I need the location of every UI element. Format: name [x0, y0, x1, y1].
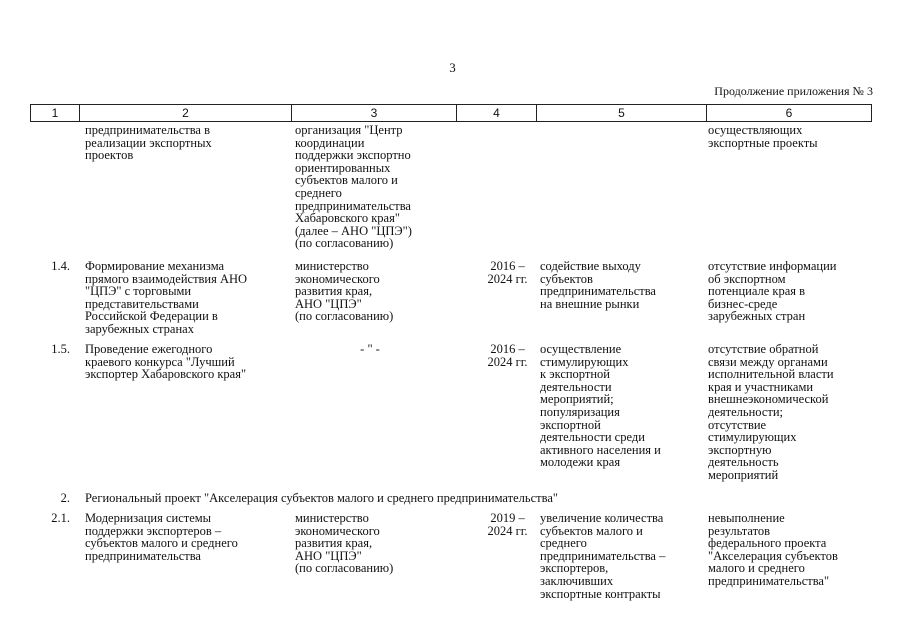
header-col-3: 3	[291, 105, 456, 121]
row-risk: невыполнение результатов федерального проекта "Акселерация субъектов малого и среднего предпринимательства"	[708, 511, 838, 588]
row-result: осуществление стимулирующих к экспортной деятельности мероприятий; популяризация экспортной деятельности среди активного населения и молодежи края	[540, 342, 661, 470]
row-executor: министерство экономического развития края, АНО "ЦПЭ" (по согласованию)	[295, 259, 394, 324]
row-executor: организация "Центр координации поддержки экспортно ориентированных субъектов малого и среднего предпринимательства Хабаровского края" (далее – АНО "ЦПЭ") (по согласованию)	[295, 123, 412, 251]
header-col-1: 1	[51, 106, 59, 120]
row-measure: предпринимательства в реализации экспортных проектов	[85, 123, 212, 163]
row-executor-ditto: - " -	[360, 342, 380, 356]
section-number: 2.	[60, 491, 70, 505]
header-col-2: 2	[79, 105, 291, 121]
row-risk: отсутствие обратной связи между органами исполнительной власти края и участниками внешнеэкономической деятельности; отсутствие стимулирующих экспортную деятельность мероприятий	[708, 342, 834, 482]
table-header	[30, 104, 872, 122]
row-risk: осуществляющих экспортные проекты	[708, 123, 818, 150]
row-measure: Модернизация системы поддержки экспортеров – субъектов малого и среднего предпринимательства	[85, 511, 238, 563]
row-period: 2016 – 2024 гг.	[487, 259, 528, 286]
row-measure: Проведение ежегодного краевого конкурса "Лучший экспортер Хабаровского края"	[85, 342, 247, 382]
row-risk: отсутствие информации об экспортном потенциале края в бизнес-среде зарубежных стран	[708, 259, 837, 324]
row-measure: Формирование механизма прямого взаимодействия АНО "ЦПЭ" с торговыми представительствами Российской Федерации в зарубежных странах	[85, 259, 248, 336]
row-period: 2019 – 2024 гг.	[487, 511, 528, 538]
row-number: 1.5.	[51, 342, 70, 356]
continuation-label: Продолжение приложения № 3	[714, 84, 873, 98]
header-col-4: 4	[456, 105, 536, 121]
header-col-5: 5	[536, 105, 706, 121]
row-result: содействие выходу субъектов предпринимательства на внешние рынки	[540, 259, 656, 311]
header-col-6: 6	[706, 105, 871, 121]
section-title: Региональный проект "Акселерация субъектов малого и среднего предпринимательства"	[85, 491, 558, 505]
row-result: увеличение количества субъектов малого и среднего предпринимательства – экспортеров, заключивших экспортные контракты	[540, 511, 666, 601]
row-period: 2016 – 2024 гг.	[487, 342, 528, 369]
row-number: 2.1.	[51, 511, 70, 525]
row-number: 1.4.	[51, 259, 70, 273]
row-executor: министерство экономического развития края, АНО "ЦПЭ" (по согласованию)	[295, 511, 394, 576]
page-number: 3	[449, 60, 456, 75]
